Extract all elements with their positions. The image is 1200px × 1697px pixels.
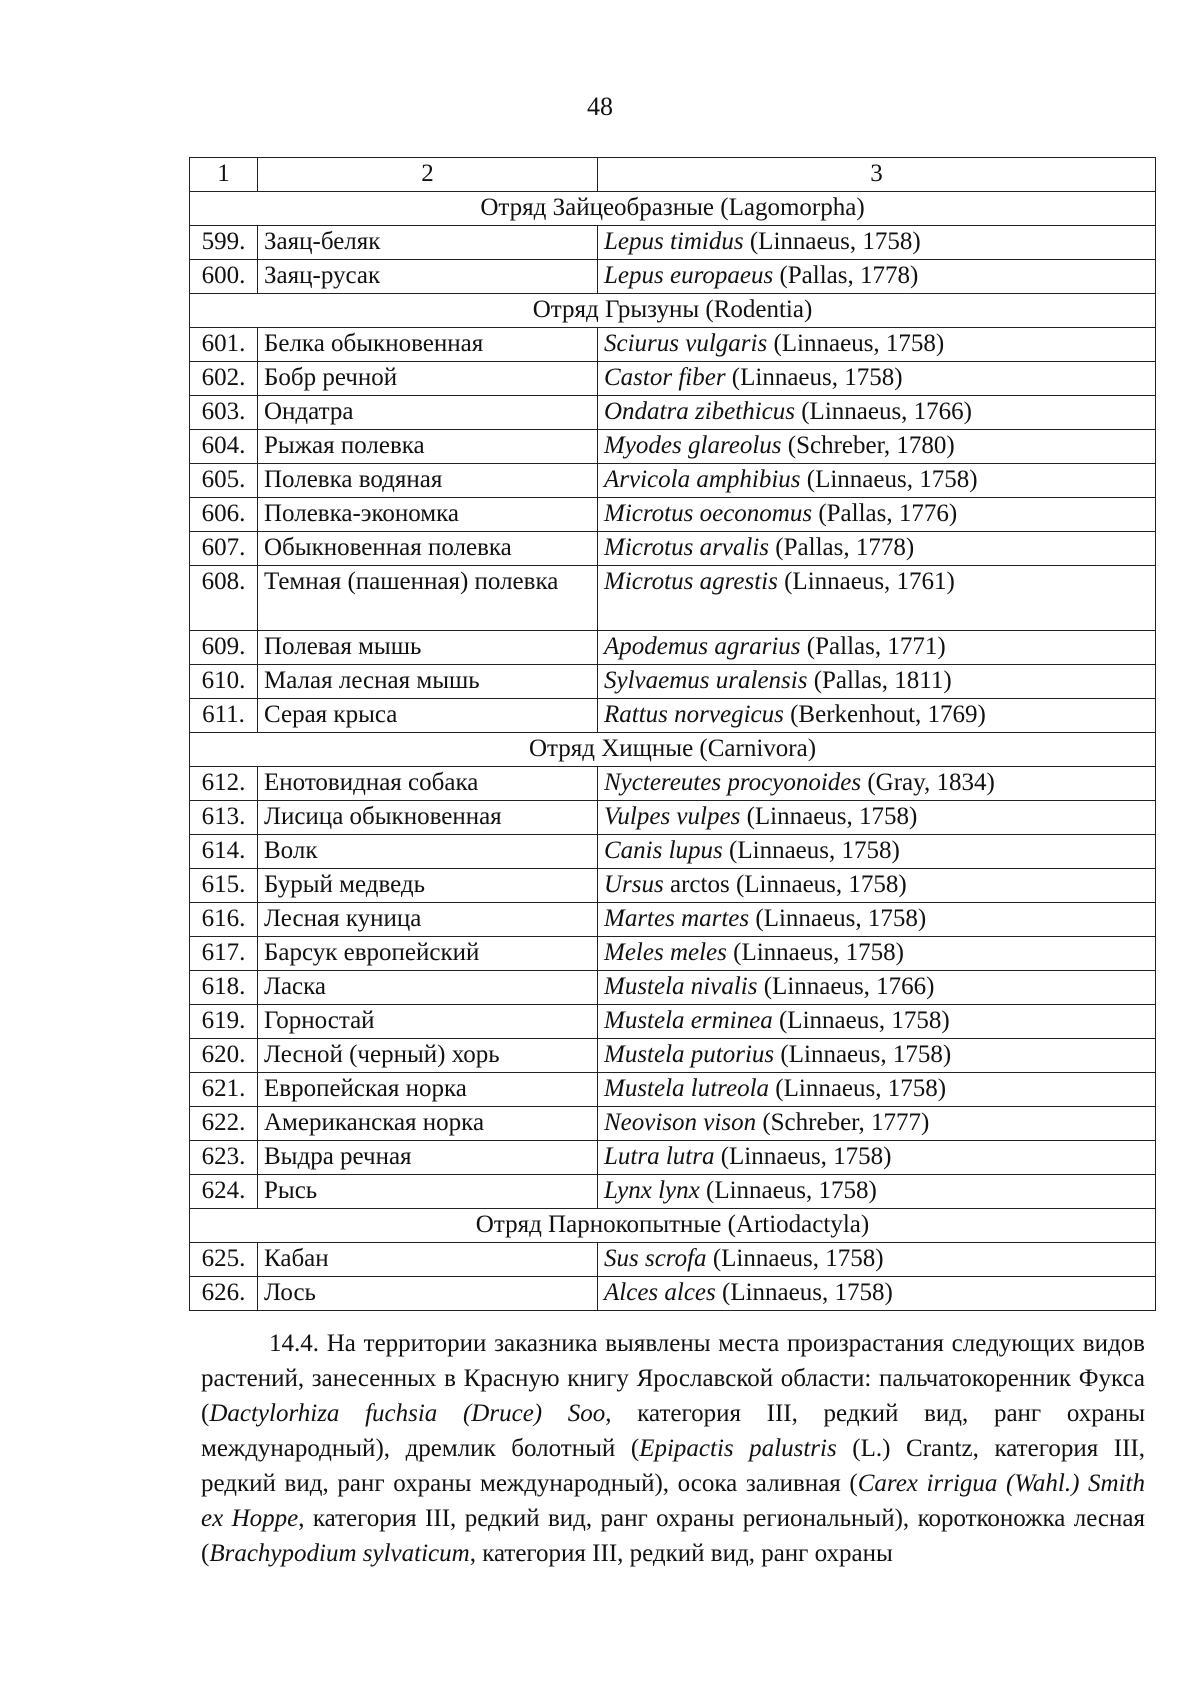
table-row — [190, 699, 1156, 733]
species-latin-name — [598, 328, 1156, 362]
taxon-authority: (Linnaeus, 1761) — [777, 568, 955, 595]
species-russian-name: Рыжая полевка — [258, 430, 598, 464]
species-russian-name: Рысь — [258, 1175, 598, 1209]
latin-name-text: Brachypodium sylvaticum — [209, 1540, 470, 1567]
latin-binomial: Mustela nivalis — [604, 973, 758, 1000]
species-russian-name: Барсук европейский — [258, 937, 598, 971]
latin-binomial: Alces alces — [604, 1279, 716, 1306]
row-number: 612. — [190, 767, 258, 801]
species-latin-name — [598, 566, 1156, 631]
table-row — [190, 430, 1156, 464]
taxon-authority: (Linnaeus, 1758) — [706, 1245, 884, 1272]
latin-name-text: Carex irrigua (Wahl.) Smith ex Hoppe — [201, 1470, 1146, 1532]
species-latin-name — [598, 801, 1156, 835]
taxon-authority: (Linnaeus, 1758) — [767, 330, 945, 357]
row-number: 606. — [190, 498, 258, 532]
row-number: 599. — [190, 226, 258, 260]
table-row — [190, 396, 1156, 430]
latin-binomial: Lutra lutra — [604, 1143, 715, 1170]
species-russian-name: Кабан — [258, 1243, 598, 1277]
species-russian-name: Серая крыса — [258, 699, 598, 733]
latin-binomial: Mustela lutreola — [604, 1075, 770, 1102]
table-row — [190, 362, 1156, 396]
species-russian-name: Лесной (черный) хорь — [258, 1039, 598, 1073]
latin-binomial: Lynx lynx — [604, 1177, 700, 1204]
table-row — [190, 665, 1156, 699]
order-title: Отряд Парнокопытные (Artiodactyla) — [190, 1209, 1156, 1243]
table-row — [190, 1039, 1156, 1073]
species-latin-name — [598, 767, 1156, 801]
row-number: 621. — [190, 1073, 258, 1107]
row-number: 605. — [190, 464, 258, 498]
species-russian-name: Американская норка — [258, 1107, 598, 1141]
latin-binomial: Microtus oeconomus — [604, 500, 813, 527]
taxon-authority: (Linnaeus, 1758) — [769, 1075, 947, 1102]
latin-name-text: Dactylorhiza fuchsia (Druce) Soo — [209, 1400, 606, 1427]
species-russian-name: Бобр речной — [258, 362, 598, 396]
species-latin-name — [598, 1243, 1156, 1277]
table-row — [190, 1243, 1156, 1277]
taxon-authority: (Pallas, 1811) — [807, 667, 952, 694]
species-latin-name — [598, 971, 1156, 1005]
species-latin-name — [598, 1005, 1156, 1039]
table-row — [190, 464, 1156, 498]
row-number: 601. — [190, 328, 258, 362]
table-row — [190, 869, 1156, 903]
species-russian-name: Малая лесная мышь — [258, 665, 598, 699]
species-russian-name: Ондатра — [258, 396, 598, 430]
species-table — [189, 157, 1156, 1311]
latin-binomial: Ursus — [604, 871, 664, 898]
order-row — [190, 1209, 1156, 1243]
table-row — [190, 1175, 1156, 1209]
latin-binomial: Canis lupus — [604, 837, 723, 864]
taxon-authority: (Linnaeus, 1758) — [749, 905, 927, 932]
species-russian-name: Заяц-беляк — [258, 226, 598, 260]
species-russian-name: Горностай — [258, 1005, 598, 1039]
taxon-authority: (Linnaeus, 1758) — [774, 1041, 952, 1068]
taxon-authority: (Linnaeus, 1758) — [740, 803, 918, 830]
species-latin-name — [598, 699, 1156, 733]
row-number: 614. — [190, 835, 258, 869]
row-number: 602. — [190, 362, 258, 396]
paragraph-segment: , категория III, редкий вид, ранг охраны международный), дремлик болотный ( — [201, 1400, 1145, 1462]
row-number: 609. — [190, 631, 258, 665]
latin-binomial: Martes martes — [604, 905, 750, 932]
row-number: 607. — [190, 532, 258, 566]
row-number: 623. — [190, 1141, 258, 1175]
species-latin-name — [598, 869, 1156, 903]
row-number: 617. — [190, 937, 258, 971]
table-row — [190, 1141, 1156, 1175]
species-russian-name: Лисица обыкновенная — [258, 801, 598, 835]
species-russian-name: Волк — [258, 835, 598, 869]
row-number: 608. — [190, 566, 258, 631]
row-number: 626. — [190, 1277, 258, 1311]
species-latin-name — [598, 631, 1156, 665]
latin-binomial: Sylvaemus uralensis — [604, 667, 808, 694]
latin-binomial: Castor fiber — [604, 364, 726, 391]
latin-binomial: Sus scrofa — [604, 1245, 707, 1272]
table-row — [190, 767, 1156, 801]
paragraph-text — [201, 1326, 1145, 1571]
latin-binomial: Microtus arvalis — [604, 534, 770, 561]
taxon-authority: (Linnaeus, 1766) — [794, 398, 973, 425]
latin-binomial: Meles meles — [604, 939, 727, 966]
species-russian-name: Выдра речная — [258, 1141, 598, 1175]
row-number: 613. — [190, 801, 258, 835]
latin-binomial: Neovison vison — [604, 1109, 757, 1136]
table-row — [190, 631, 1156, 665]
body-paragraph — [201, 1326, 1145, 1571]
order-title: Отряд Грызуны (Rodentia) — [190, 294, 1156, 328]
species-latin-name — [598, 396, 1156, 430]
order-title: Отряд Зайцеобразные (Lagomorpha) — [190, 192, 1156, 226]
latin-binomial: Lepus europaeus — [604, 262, 774, 289]
row-number: 604. — [190, 430, 258, 464]
table-row — [190, 1073, 1156, 1107]
table-row — [190, 260, 1156, 294]
taxon-authority: (Linnaeus, 1758) — [800, 466, 978, 493]
taxon-authority: (Pallas, 1778) — [769, 534, 915, 561]
latin-binomial: Mustela erminea — [604, 1007, 773, 1034]
species-latin-name — [598, 498, 1156, 532]
latin-binomial: Sciurus vulgaris — [604, 330, 768, 357]
page-number: 48 — [587, 92, 613, 121]
table-row — [190, 835, 1156, 869]
taxon-authority: (Schreber, 1777) — [756, 1109, 930, 1136]
taxon-authority: (Berkenhout, 1769) — [783, 701, 986, 728]
latin-binomial: Ondatra zibethicus — [604, 398, 795, 425]
table-header-row — [190, 158, 1156, 192]
species-latin-name — [598, 1107, 1156, 1141]
latin-binomial: Nyctereutes procyonoides — [604, 769, 862, 796]
table-row — [190, 328, 1156, 362]
species-latin-name — [598, 937, 1156, 971]
species-russian-name: Белка обыкновенная — [258, 328, 598, 362]
latin-binomial: Arvicola amphibius — [604, 466, 801, 493]
species-table-body — [190, 158, 1156, 1311]
row-number: 615. — [190, 869, 258, 903]
latin-name-text: Epipactis palustris — [639, 1435, 837, 1462]
species-latin-name — [598, 903, 1156, 937]
species-latin-name — [598, 260, 1156, 294]
latin-binomial: Microtus agrestis — [604, 568, 778, 595]
latin-binomial: Rattus norvegicus — [604, 701, 784, 728]
table-row — [190, 226, 1156, 260]
row-number: 618. — [190, 971, 258, 1005]
species-russian-name: Ласка — [258, 971, 598, 1005]
table-row — [190, 1005, 1156, 1039]
column-header-1: 1 — [190, 158, 258, 192]
paragraph-segment: , категория III, редкий вид, ранг охраны — [469, 1540, 893, 1567]
table-row — [190, 566, 1156, 631]
table-row — [190, 1107, 1156, 1141]
table-row — [190, 937, 1156, 971]
taxon-authority: (Linnaeus, 1758) — [715, 1279, 893, 1306]
latin-binomial: Vulpes vulpes — [604, 803, 741, 830]
species-latin-name — [598, 532, 1156, 566]
latin-binomial: Lepus timidus — [604, 228, 744, 255]
taxon-authority: (Linnaeus, 1758) — [714, 1143, 892, 1170]
species-latin-name — [598, 1039, 1156, 1073]
row-number: 611. — [190, 699, 258, 733]
species-latin-name — [598, 1141, 1156, 1175]
taxon-authority: (Pallas, 1778) — [773, 262, 919, 289]
taxon-authority: (Linnaeus, 1758) — [722, 837, 900, 864]
table-row — [190, 903, 1156, 937]
row-number: 624. — [190, 1175, 258, 1209]
taxon-authority: (Linnaeus, 1758) — [772, 1007, 950, 1034]
taxon-authority: (Linnaeus, 1758) — [743, 228, 921, 255]
species-latin-name — [598, 1073, 1156, 1107]
column-header-3: 3 — [598, 158, 1156, 192]
order-row — [190, 294, 1156, 328]
latin-binomial: Mustela putorius — [604, 1041, 775, 1068]
taxon-authority: (Linnaeus, 1758) — [726, 939, 904, 966]
species-latin-name — [598, 835, 1156, 869]
taxon-authority: (Pallas, 1771) — [800, 633, 946, 660]
row-number: 620. — [190, 1039, 258, 1073]
latin-binomial: Apodemus agrarius — [604, 633, 801, 660]
taxon-authority: (Gray, 1834) — [861, 769, 995, 796]
species-russian-name: Лесная куница — [258, 903, 598, 937]
species-russian-name: Европейская норка — [258, 1073, 598, 1107]
taxon-authority: arctos (Linnaeus, 1758) — [663, 871, 907, 898]
taxon-authority: (Linnaeus, 1758) — [699, 1177, 877, 1204]
species-russian-name: Лось — [258, 1277, 598, 1311]
species-russian-name: Темная (пашенная) полевка — [258, 566, 598, 631]
paragraph-segment: (L.) Crantz, категория III, редкий вид, ранг охраны международный), осока заливная ( — [201, 1435, 1145, 1497]
row-number: 600. — [190, 260, 258, 294]
species-russian-name: Заяц-русак — [258, 260, 598, 294]
table-row — [190, 1277, 1156, 1311]
species-russian-name: Бурый медведь — [258, 869, 598, 903]
species-latin-name — [598, 665, 1156, 699]
taxon-authority: (Linnaeus, 1766) — [757, 973, 935, 1000]
taxon-authority: (Schreber, 1780) — [781, 432, 955, 459]
row-number: 622. — [190, 1107, 258, 1141]
species-latin-name — [598, 430, 1156, 464]
row-number: 625. — [190, 1243, 258, 1277]
row-number: 603. — [190, 396, 258, 430]
order-row — [190, 192, 1156, 226]
species-latin-name — [598, 226, 1156, 260]
species-latin-name — [598, 362, 1156, 396]
table-row — [190, 532, 1156, 566]
species-russian-name: Полевая мышь — [258, 631, 598, 665]
table-row — [190, 498, 1156, 532]
species-latin-name — [598, 1277, 1156, 1311]
row-number: 619. — [190, 1005, 258, 1039]
latin-binomial: Myodes glareolus — [604, 432, 782, 459]
row-number: 616. — [190, 903, 258, 937]
row-number: 610. — [190, 665, 258, 699]
species-latin-name — [598, 1175, 1156, 1209]
paragraph-segment: 14.4. На территории заказника выявлены места произрастания следующих видов растений, занесенных в Красную книгу Ярославской области: пальчатокоренник Фукса ( — [201, 1330, 1145, 1427]
column-header-2: 2 — [258, 158, 598, 192]
species-russian-name: Полевка водяная — [258, 464, 598, 498]
table-row — [190, 801, 1156, 835]
species-russian-name: Обыкновенная полевка — [258, 532, 598, 566]
species-latin-name — [598, 464, 1156, 498]
table-row — [190, 971, 1156, 1005]
order-title: Отряд Хищные (Carnivora) — [190, 733, 1156, 767]
taxon-authority: (Pallas, 1776) — [812, 500, 958, 527]
species-russian-name: Енотовидная собака — [258, 767, 598, 801]
paragraph-segment: , категория III, редкий вид, ранг охраны региональный), коротконожка лесная ( — [201, 1505, 1145, 1567]
taxon-authority: (Linnaeus, 1758) — [725, 364, 903, 391]
species-russian-name: Полевка-экономка — [258, 498, 598, 532]
order-row — [190, 733, 1156, 767]
